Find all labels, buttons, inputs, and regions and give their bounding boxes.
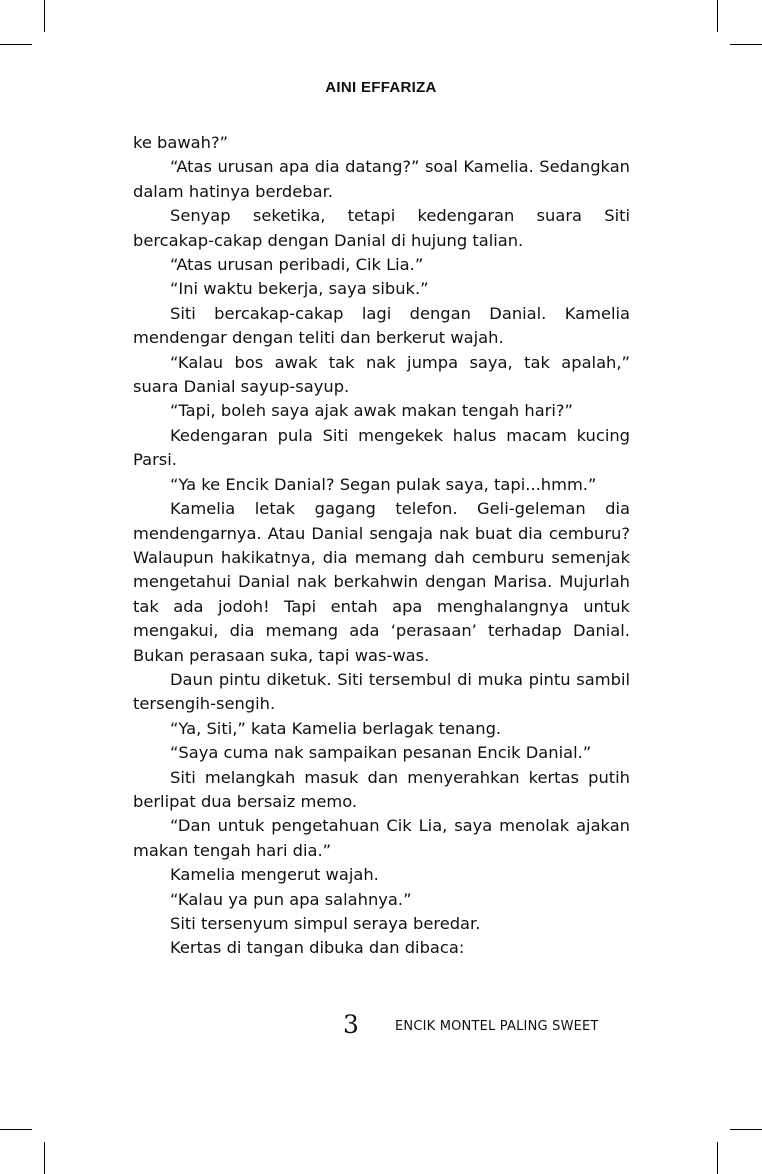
crop-mark-top-right-horizontal xyxy=(730,44,762,45)
paragraph: “Ya ke Encik Danial? Segan pulak saya, tapi...hmm.” xyxy=(170,474,597,494)
crop-mark-bottom-left-horizontal xyxy=(0,1129,32,1130)
crop-mark-bottom-right-horizontal xyxy=(730,1129,762,1130)
paragraph: Kedengaran pula Siti mengekek halus macam kucing Parsi. xyxy=(133,425,630,470)
paragraph: “Kalau bos awak tak nak jumpa saya, tak apalah,” suara Danial sayup-sayup. xyxy=(133,352,630,397)
paragraph: Siti tersenyum simpul seraya beredar. xyxy=(170,914,481,933)
running-head-author: AINI EFFARIZA xyxy=(325,79,437,96)
paragraph: “Ya, Siti,” kata Kamelia berlagak tenang. xyxy=(170,718,502,738)
paragraph: “Tapi, boleh saya ajak awak makan tengah hari?” xyxy=(170,401,573,421)
paragraph: ke bawah?” xyxy=(133,133,229,152)
paragraph: “Saya cuma nak sampaikan pesanan Encik Danial.” xyxy=(170,743,592,763)
paragraph: “Dan untuk pengetahuan Cik Lia, saya menolak ajakan makan tengah hari dia.” xyxy=(133,816,630,860)
paragraph: “Kalau ya pun apa salahnya.” xyxy=(170,889,412,909)
running-foot-book-title: ENCIK MONTEL PALING SWEET xyxy=(395,1019,599,1034)
paragraph: “Ini waktu bekerja, saya sibuk.” xyxy=(170,279,429,299)
page-number: 3 xyxy=(343,1010,359,1039)
paragraph: Kamelia mengerut wajah. xyxy=(170,865,379,885)
body-text xyxy=(133,131,630,961)
crop-mark-bottom-right-vertical xyxy=(717,1142,718,1174)
paragraph: Daun pintu diketuk. Siti tersembul di muka pintu sambil tersengih-sengih. xyxy=(133,669,630,714)
paragraph: Kertas di tangan dibuka dan dibaca: xyxy=(170,938,465,958)
crop-mark-bottom-left-vertical xyxy=(44,1142,45,1174)
paragraph: “Atas urusan apa dia datang?” soal Kamelia. Sedangkan dalam hatinya berdebar. xyxy=(133,157,630,201)
paragraph: “Atas urusan peribadi, Cik Lia.” xyxy=(170,255,424,275)
paragraph: Kamelia letak gagang telefon. Geli-geleman dia mendengarnya. Atau Danial sengaja nak buat dia cemburu? Walaupun hakikatnya, dia memang dah cemburu semenjak mengetahui Danial nak berkahwin dengan Marisa. Mujurlah tak ada jodoh! Tapi entah apa menghalangnya untuk mengakui, dia memang ada ‘perasaan’ terhadap Danial. Bukan perasaan suka, tapi was-was. xyxy=(133,499,630,665)
paragraph: Siti melangkah masuk dan menyerahkan kertas putih berlipat dua bersaiz memo. xyxy=(133,767,630,811)
crop-mark-top-left-horizontal xyxy=(0,44,32,45)
paragraph: Senyap seketika, tetapi kedengaran suara Siti bercakap-cakap dengan Danial di hujung talian. xyxy=(133,206,630,250)
crop-mark-top-left-vertical xyxy=(44,0,45,32)
paragraph: Siti bercakap-cakap lagi dengan Danial. Kamelia mendengar dengan teliti dan berkerut wajah. xyxy=(133,303,630,348)
crop-mark-top-right-vertical xyxy=(717,0,718,32)
